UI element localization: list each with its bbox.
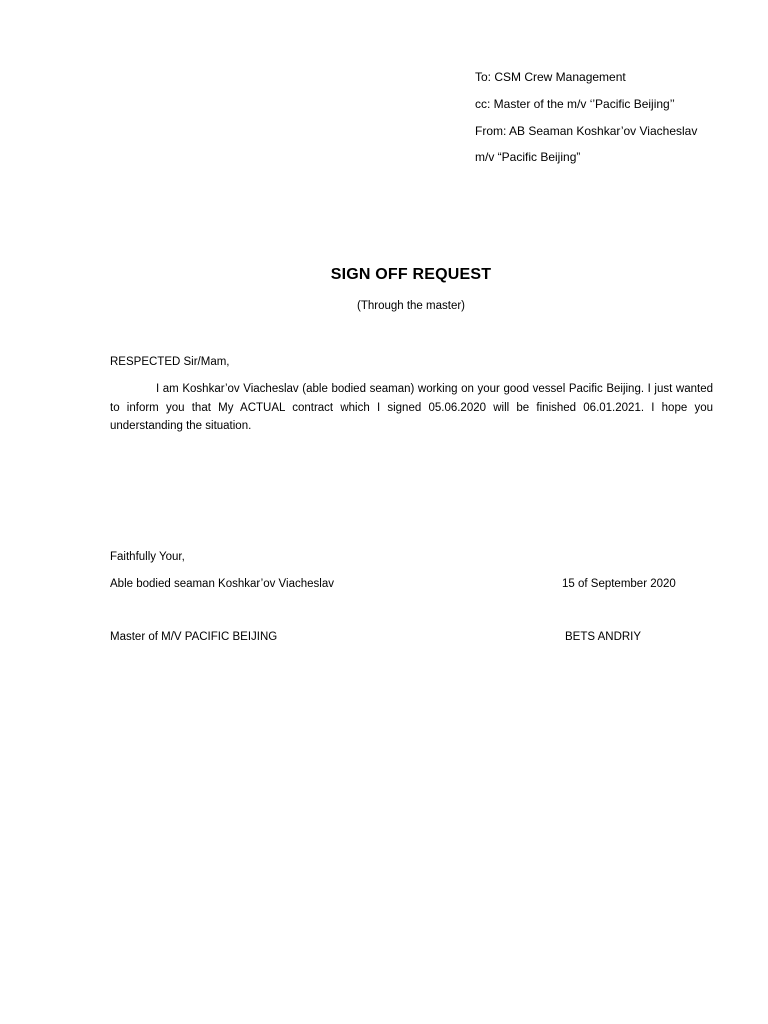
signatory-name: Able bodied seaman Koshkar’ov Viacheslav <box>110 578 334 590</box>
cc-line: cc: Master of the m/v ‘’Pacific Beijing’’ <box>475 97 675 111</box>
recipient-line: To: CSM Crew Management <box>475 70 626 84</box>
document-subtitle: (Through the master) <box>356 300 465 312</box>
sender-line: From: AB Seaman Koshkar’ov Viacheslav <box>475 124 698 138</box>
master-name: BETS ANDRIY <box>565 631 642 643</box>
document-title: SIGN OFF REQUEST <box>330 266 492 283</box>
master-title: Master of M/V PACIFIC BEIJING <box>110 631 278 643</box>
closing-line: Faithfully Your, <box>110 551 185 563</box>
salutation: RESPECTED Sir/Mam, <box>110 356 230 368</box>
signature-date: 15 of September 2020 <box>562 578 676 590</box>
vessel-line: m/v “Pacific Beijing” <box>475 150 581 164</box>
body-paragraph: I am Koshkar’ov Viacheslav (able bodied seaman) working on your good vessel Pacific Beijing. I just wanted to inform you that My ACTUAL contract which I signed 05.06.2020 will be finished 06.01.2021. I hope you understanding the situation. <box>110 383 713 432</box>
